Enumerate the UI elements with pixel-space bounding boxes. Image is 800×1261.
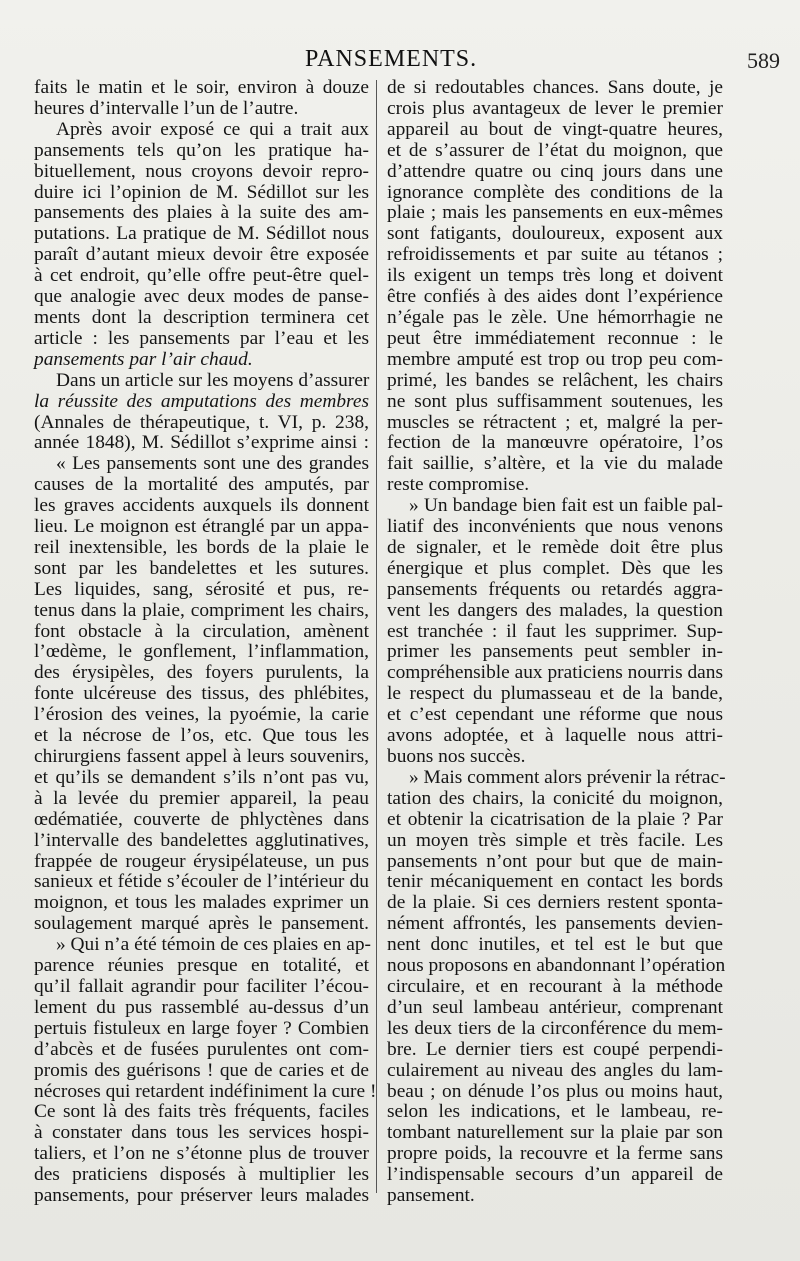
text-line: pansements, pour préserver leurs malades (34, 1185, 369, 1207)
text-line: n’égale pas le zèle. Une hémorrhagie ne (387, 306, 723, 328)
text-line: et la nécrose de l’os, etc. Que tous les (34, 725, 369, 747)
text-line: nent donc inutiles, et tel est le but que (387, 934, 723, 956)
text-line: duire ici l’opinion de M. Sédillot sur les (34, 181, 369, 203)
text-line: l’œdème, le gonflement, l’inflammation, (34, 641, 369, 663)
text-line: ignorance complète des conditions de la (387, 181, 723, 203)
text-line: selon les indications, et le lambeau, re- (387, 1101, 723, 1123)
text-line: » Qui n’a été témoin de ces plaies en ap- (56, 934, 371, 956)
text-line: ils exigent un temps très long et doivent (387, 265, 723, 287)
text-line: liatif des inconvénients que nous venons (387, 516, 723, 538)
text-line: putations. La pratique de M. Sédillot nous (34, 223, 369, 245)
text-line: primé, les bandes se relâchent, les chairs (387, 369, 723, 391)
text-line: pansements des plaies à la suite des am- (34, 202, 369, 224)
text-line: fait saillie, s’altère, et la vie du malade (387, 453, 723, 475)
text-line: faits le matin et le soir, environ à douze (34, 77, 369, 98)
text-line: reste compromise. (387, 474, 530, 496)
text-line: nous proposons en abandonnant l’opération (387, 955, 726, 977)
text-line: un moyen très simple et très facile. Les (387, 829, 723, 851)
left-column (34, 77, 377, 1207)
text-line: tombant naturellement sur la plaie par son (387, 1122, 723, 1144)
text-line: reil inextensible, les bords de la plaie le (34, 536, 369, 558)
text-line: article : les pansements par l’eau et les (34, 327, 369, 349)
text-line: à constater dans tous les services hospi- (34, 1122, 369, 1144)
text-line: primer les pansements peut sembler in- (387, 641, 723, 663)
text-line: et c’est cependant une réforme que nous (387, 704, 723, 726)
text-line: vent les dangers des malades, la question (387, 599, 723, 621)
text-line: des praticiens disposés à multiplier les (34, 1164, 369, 1186)
text-line: fection de la manœuvre opératoire, l’os (387, 432, 723, 454)
text-line: membre amputé est trop ou trop peu com- (387, 348, 723, 370)
text-line: « Les pansements sont une des grandes (56, 453, 369, 475)
text-line: culairement au niveau des angles du lam- (387, 1059, 723, 1081)
text-line: » Un bandage bien fait est un faible pal- (409, 495, 723, 517)
text-line: (Annales de thérapeutique, t. VI, p. 238, (34, 411, 369, 433)
text-line: fonte ulcéreuse des tissus, des phlébites, (34, 683, 369, 705)
text-line: les deux tiers de la circonférence du mem- (387, 1017, 723, 1039)
text-line: à la levée du premier appareil, la peau (34, 787, 369, 809)
text-line: pansements fréquents ou retardés aggra- (387, 578, 723, 600)
text-line: heures d’intervalle l’un de l’autre. (34, 97, 299, 119)
text-line: muscles se rétractent ; et, malgré la per- (387, 411, 723, 433)
text-line: tation des chairs, la conicité du moignon, (387, 787, 723, 809)
text-line: de la plaie. Si ces derniers restent sponta- (387, 892, 723, 914)
text-line: chirurgiens fassent appel à leurs souvenirs, (34, 746, 369, 767)
text-line: nécroses qui retardent indéfiniment la cure ! (34, 1080, 377, 1102)
text-line: peut être immédiatement reconnue : le (387, 327, 723, 349)
text-line: Dans un article sur les moyens d’assurer (56, 369, 370, 391)
text-line: la réussite des amputations des membres (34, 390, 369, 412)
text-line: moignon, et tous les malades exprimer un (34, 892, 369, 914)
text-line: l’érosion des veines, la pyoémie, la carie (34, 704, 369, 726)
text-line: bre. Le dernier tiers est coupé perpendi- (387, 1038, 723, 1060)
text-line: et obtenir la cicatrisation de la plaie ? Par (387, 808, 723, 830)
text-line: œdématiée, couverte de phlyctènes dans (34, 808, 369, 830)
text-line: parence réunies presque en totalité, et (34, 955, 369, 977)
text-line: le respect du plumasseau et de la bande, (387, 683, 723, 705)
text-line: nément affrontés, les pansements devien- (387, 913, 723, 935)
page-number: 589 (747, 48, 780, 73)
text-line: année 1848), M. Sédillot s’exprime ainsi : (34, 432, 369, 454)
text-line: beau ; on dénude l’os plus ou moins haut, (387, 1080, 723, 1102)
text-line: promis des guérisons ! que de caries et de (34, 1059, 369, 1081)
text-line: lieu. Le moignon est étranglé par un appa- (34, 516, 369, 538)
text-line: pansements par l’air chaud. (34, 348, 253, 370)
text-line: frappée de rougeur érysipélateuse, un pus (34, 850, 369, 872)
text-line: lement du pus rassemblé au-dessus d’un (34, 996, 369, 1018)
text-line: d’attendre quatre ou cinq jours dans une (387, 160, 723, 182)
running-title: PANSEMENTS. (305, 46, 478, 72)
running-head (0, 46, 800, 76)
text-line: causes de la mortalité des amputés, par (34, 474, 369, 496)
text-line: Ce sont là des faits très fréquents, faciles (34, 1101, 369, 1123)
text-line: sont par les bandelettes et les sutures. (34, 557, 369, 579)
text-line: de si redoutables chances. Sans doute, je (387, 77, 723, 98)
text-line: pansement. (387, 1185, 475, 1207)
text-line: soulagement marqué après le pansement. (34, 913, 369, 935)
text-line: » Mais comment alors prévenir la rétrac- (409, 766, 726, 788)
text-line: l’indispensable secours d’un appareil de (387, 1164, 723, 1186)
text-line: tenir mécaniquement en contact les bords (387, 871, 723, 893)
text-line: est tranchée : il faut les supprimer. Sup- (387, 620, 723, 642)
text-line: d’un seul lambeau antérieur, comprenant (387, 996, 723, 1018)
text-line: être confiés à des aides dont l’expérience (387, 286, 723, 308)
text-line: les graves accidents auxquels ils donnent (34, 495, 369, 517)
text-line: de signaler, et le remède doit être plus (387, 536, 723, 558)
text-line: l’intervalle des bandelettes agglutinatives, (34, 829, 369, 851)
text-line: compréhensible aux praticiens nourris dans (387, 662, 724, 684)
text-line: d’abcès et de fusées purulentes ont com- (34, 1038, 369, 1060)
text-line: font obstacle à la circulation, amènent (34, 620, 369, 642)
text-line: que analogie avec deux modes de panse- (34, 286, 369, 308)
text-line: pansements n’ont pour but que de main- (387, 850, 723, 872)
text-line: sanieux et fétide s’écouler de l’intérieur du (34, 871, 369, 893)
text-line: refroidissements et par suite au tétanos ; (387, 244, 723, 266)
text-line: qu’il fallait agrandir pour faciliter l’écou- (34, 975, 369, 997)
text-line: à cet endroit, qu’elle offre peut-être quel- (34, 265, 369, 287)
text-line: ments dont la description terminera cet (34, 306, 369, 328)
text-line: bituellement, nous croyons devoir repro- (34, 160, 369, 182)
text-line: plaie ; mais les pansements en eux-mêmes (387, 202, 723, 224)
right-column (387, 77, 726, 1207)
text-line: crois plus avantageux de lever le premier (387, 97, 723, 119)
text-line: taliers, et l’on ne s’étonne plus de trouver (34, 1143, 369, 1165)
text-line: circulaire, et en recourant à la méthode (387, 975, 723, 997)
text-line: et qu’ils se demandent s’ils n’ont pas vu, (34, 766, 369, 788)
text-line: pertuis fistuleux en large foyer ? Combien (34, 1017, 369, 1039)
text-line: énergique et plus complet. Dès que les (387, 557, 723, 579)
text-line: ne sont plus suffisamment soutenues, les (387, 390, 723, 412)
text-line: pansements tels qu’on les pratique ha- (34, 139, 369, 161)
text-line: sont fatigants, douloureux, exposent aux (387, 223, 723, 245)
text-line: appareil au bout de vingt-quatre heures, (387, 118, 723, 140)
column-divider (376, 80, 377, 1193)
text-line: Après avoir exposé ce qui a trait aux (56, 118, 369, 140)
text-line: buons nos succès. (387, 746, 526, 767)
text-line: des érysipèles, des foyers purulents, la (34, 662, 369, 684)
text-line: propre poids, la recouvre et la ferme sans (387, 1143, 723, 1165)
text-line: paraît d’autant mieux devoir être exposée (34, 244, 369, 266)
text-line: avons adoptée, et à laquelle nous attri- (387, 725, 723, 747)
text-line: Les liquides, sang, sérosité et pus, re- (34, 578, 369, 600)
text-line: tenus dans la plaie, compriment les chairs, (34, 599, 369, 621)
text-line: et de s’assurer de l’état du moignon, que (387, 139, 723, 161)
